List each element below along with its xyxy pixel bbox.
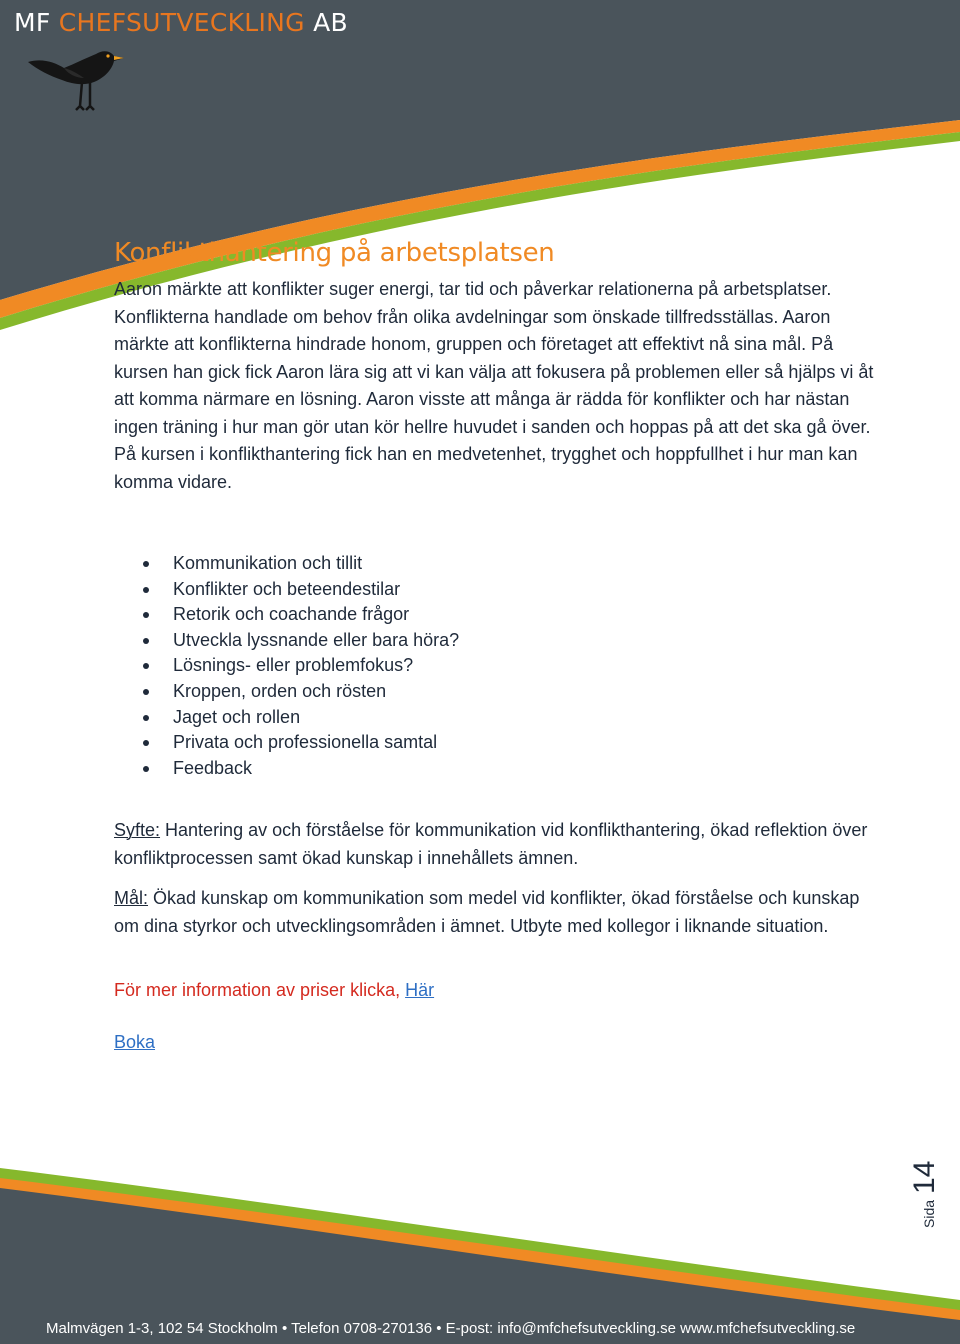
purpose-text: Hantering av och förståelse för kommunikation vid konflikthantering, ökad reflektion över konfliktprocessen samt ökad kunskap i innehållets ämnen.: [114, 820, 868, 868]
goal-label: Mål:: [114, 888, 149, 908]
topics-list: [142, 551, 459, 781]
brand-logo-text: [14, 8, 348, 37]
page-number: [908, 1161, 942, 1228]
pricing-link[interactable]: Här: [405, 980, 435, 1000]
brand-suffix: AB: [304, 8, 348, 37]
list-item: Kommunikation och tillit: [142, 551, 459, 577]
list-item: Jaget och rollen: [142, 705, 459, 731]
page-number-value: 14: [908, 1160, 941, 1194]
book-link[interactable]: Boka: [114, 1032, 156, 1052]
brand-name: CHEFSUTVECKLING: [58, 8, 305, 37]
main-content: [114, 238, 884, 496]
brand-prefix: MF: [14, 8, 59, 37]
page-label: Sida: [921, 1199, 937, 1228]
page-title: Konflikthantering på arbetsplatsen: [114, 238, 555, 268]
footer-contact: Malmvägen 1-3, 102 54 Stockholm • Telefon 0708-270136 • E-post: info@mfchefsutveckling.se www.mfchefsutveckling.se: [46, 1320, 856, 1337]
purpose-label: Syfte:: [114, 820, 161, 840]
list-item: Kroppen, orden och rösten: [142, 679, 459, 705]
goal-paragraph: [114, 884, 889, 940]
goal-text: Ökad kunskap om kommunikation som medel vid konflikter, ökad förståelse och kunskap om dina styrkor och utvecklingsområden i ämnet. Utbyte med kollegor i liknande situation.: [114, 888, 860, 936]
list-item: Konflikter och beteendestilar: [142, 577, 459, 603]
book-line: [114, 1032, 155, 1053]
more-info-line: [114, 980, 434, 1001]
more-info-text: För mer information av priser klicka,: [114, 980, 406, 1000]
list-item: Retorik och coachande frågor: [142, 602, 459, 628]
blackbird-icon: [24, 44, 134, 122]
intro-paragraph: Aaron märkte att konflikter suger energi, tar tid och påverkar relationerna på arbetsplatser. Konflikterna handlade om behov från olika avdelningar som önskade tillfredsställas. Aaron märkte att konflikterna hindrade honom, gruppen och företaget att effektivt nå sina mål. På kursen han gick fick Aaron lära sig att vi kan välja att fokusera på problemen eller så hjälps vi åt att komma närmare en lösning. Aaron visste att många är rädda för konflikter och har nästan ingen träning i hur man gör utan kör hellre huvudet i sanden och hoppas på att det ska gå över. På kursen i konflikthantering fick han en medvetenhet, trygghet och hoppfullhet i hur man kan komma vidare.: [114, 279, 874, 492]
list-item: Privata och professionella samtal: [142, 730, 459, 756]
purpose-paragraph: [114, 816, 889, 872]
list-item: Lösnings- eller problemfokus?: [142, 653, 459, 679]
list-item: Utveckla lyssnande eller bara höra?: [142, 628, 459, 654]
list-item: Feedback: [142, 756, 459, 782]
